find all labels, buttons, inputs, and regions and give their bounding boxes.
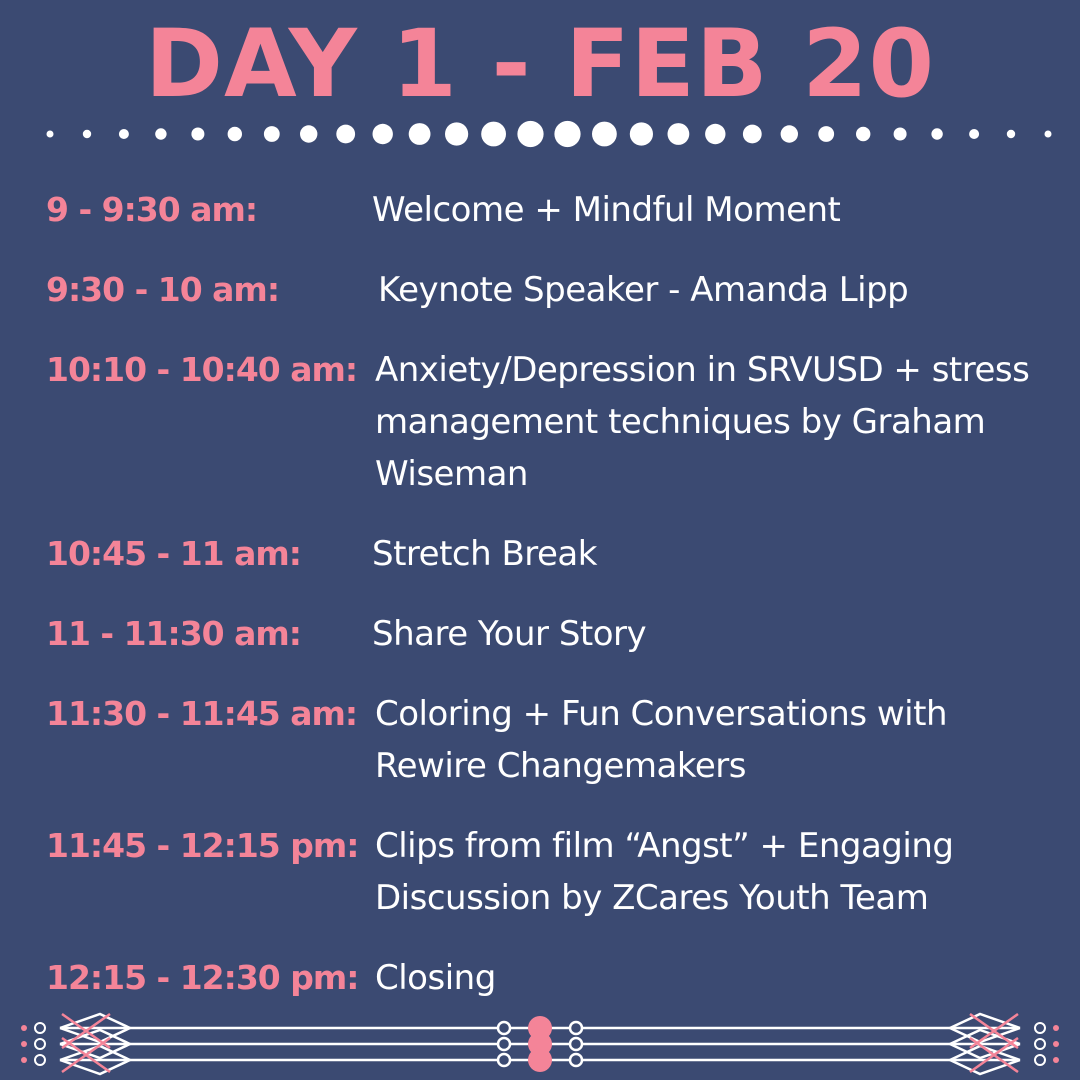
divider-dot: [47, 131, 54, 138]
time-slot: 9 - 9:30 am:: [46, 190, 258, 229]
divider-dot: [445, 122, 468, 145]
divider-dot: [781, 125, 798, 142]
divider-dot: [743, 125, 762, 144]
divider-dot: [373, 124, 393, 144]
event-title: Welcome + Mindful Moment: [372, 190, 841, 230]
divider-dot: [818, 126, 834, 142]
event-title: Share Your Story: [372, 614, 647, 654]
time-slot: 11:45 - 12:15 pm:: [46, 826, 359, 865]
dotted-divider: [0, 110, 1080, 158]
divider-dot: [228, 127, 242, 141]
time-slot: 10:10 - 10:40 am:: [46, 350, 358, 389]
page-title: DAY 1 - FEB 20: [144, 10, 936, 119]
divider-dot: [1045, 131, 1052, 138]
time-slot: 11 - 11:30 am:: [46, 614, 301, 653]
divider-dot: [517, 121, 543, 147]
time-slot: 10:45 - 11 am:: [46, 534, 301, 573]
divider-dot: [191, 128, 204, 141]
divider-dot: [264, 126, 280, 142]
time-slot: 11:30 - 11:45 am:: [46, 694, 358, 733]
divider-dot: [856, 127, 870, 141]
divider-dot: [630, 122, 653, 145]
divider-dot: [931, 128, 942, 139]
divider-dot: [668, 123, 690, 145]
divider-dot: [705, 124, 725, 144]
time-slot: 9:30 - 10 am:: [46, 270, 280, 309]
divider-dot: [300, 125, 317, 142]
event-title: Coloring + Fun Conversations with Rewire Changemakers: [375, 694, 947, 786]
event-title: Closing: [375, 958, 496, 998]
divider-dot: [969, 129, 979, 139]
divider-dot: [336, 125, 355, 144]
divider-dot: [894, 128, 907, 141]
divider-dot: [155, 128, 166, 139]
decorative-border: [0, 1008, 1080, 1080]
divider-dot: [83, 130, 91, 138]
divider-dot: [409, 123, 431, 145]
divider-dot: [554, 121, 580, 147]
divider-dot: [481, 122, 506, 147]
divider-dot: [119, 129, 129, 139]
event-title: Clips from film “Angst” + Engaging Discussion by ZCares Youth Team: [375, 826, 954, 918]
divider-dot: [1007, 130, 1015, 138]
event-title: Stretch Break: [372, 534, 597, 574]
event-title: Keynote Speaker - Amanda Lipp: [378, 270, 909, 310]
time-slot: 12:15 - 12:30 pm:: [46, 958, 359, 997]
event-title: Anxiety/Depression in SRVUSD + stress management techniques by Graham Wiseman: [375, 350, 1030, 494]
divider-dot: [592, 122, 617, 147]
